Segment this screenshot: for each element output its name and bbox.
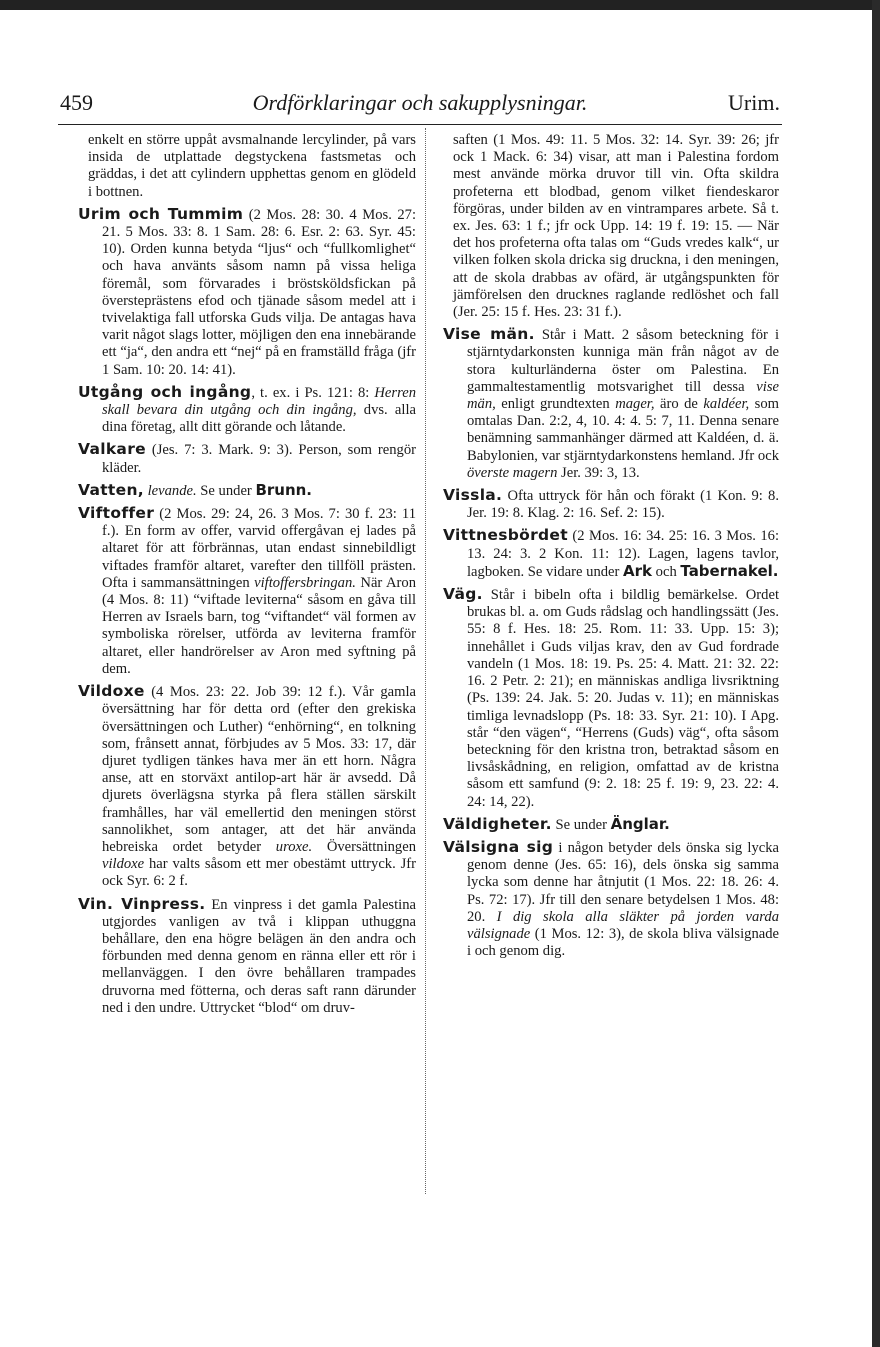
- key-word: Urim.: [728, 90, 780, 115]
- headword: Vildoxe: [78, 682, 145, 701]
- left-column: [78, 132, 417, 1022]
- headword: Vittnesbördet: [443, 526, 568, 545]
- cross-reference: Brunn.: [255, 480, 313, 499]
- column-divider: [425, 128, 426, 1194]
- entry-vissla: Vissla. Ofta uttryck för hån och förakt (1 Kon. 9: 8. Jer. 19: 8. Klag. 2: 16. Sef. 2: 15).: [443, 486, 779, 522]
- entry-vittnesbordet: Vittnesbördet (2 Mos. 16: 34. 25: 16. 3 Mos. 16: 13. 24: 3. 2 Kon. 11: 12). Lagen, lagens tavlor, lagboken. Se vidare under Ark och Tabernakel.: [443, 526, 779, 580]
- right-column: [443, 132, 780, 965]
- entry-vise-man: Vise män. Står i Matt. 2 såsom beteckning för i stjärntydarkonsten kunniga män från något av de stora kulturländerna öster om Palestina. En gammaltestamentlig motsvarighet till dessa vise män, enligt grundtexten mager, äro de kaldéer, som omtalas Dan. 2:2, 4, 10. 4: 4. 5: 7, 11. Denna senare benämning sammanhänger därmed att Kaldéen, d. ä. Babylonien, var stjärntydarkonstens hemland. Jfr ock överste magern Jer. 39: 3, 13.: [443, 325, 780, 481]
- scan-right-edge: [872, 0, 880, 1347]
- headword: Valkare: [78, 440, 146, 459]
- entry-vin-vinpress: Vin. Vinpress. En vinpress i det gamla Palestina utgjordes vanligen av två i klippan uthuggna behållare, den ena högre belägen än den andra och förbunden med denna genom en ränna eller ett rör i mellanväggen. I den övre behållaren trampades druvorna med fötterna, och deras saft rann därunder ned i den undre. Uttrycket “blod“ om druv-: [78, 894, 416, 1016]
- scan-top-edge: [0, 0, 880, 10]
- entry-vag: Väg. Står i bibeln ofta i bildlig bemärkelse. Ordet brukas bl. a. om Guds rådslag och handlingssätt (Jes. 55: 8 f. Hes. 18: 25. Rom. 11: 33. Upp. 15: 3); innehållet i Guds viljas krav, den av Gud fordrade vandeln (1 Mos. 18: 19. Ps. 25: 4. Matt. 21: 32. 22: 16. 2 Petr. 2: 21); en människas andliga livsriktning (Ps. 139: 24. Jak. 5: 20. Judas v. 11); en människas timliga levnadslopp (Ps. 18: 33. Syr. 21: 10). I Apg. står “den vägen“, “Herrens (Guds) väg“, ofta såsom beteckning för den kristna tron, betraktad såsom en livsåskådning, en religion, omfattad av de kristna såsom ett samfund (9: 2. 18: 25 f. 19: 9, 23. 22: 4. 24: 14, 22).: [443, 585, 779, 810]
- cross-reference: Ark: [623, 561, 653, 580]
- headword: Viftoffer: [78, 504, 155, 523]
- cross-reference: Tabernakel.: [680, 561, 779, 580]
- headword: Vise män.: [443, 325, 535, 344]
- header-rule: [58, 124, 782, 125]
- entry-continuation: enkelt en större uppåt avsmalnande lercylinder, på vars insida de utplattade degstyckena fastsmetas och gräddas, i det att cylindern upphettas genom en glödeld i bottnen.: [88, 132, 416, 200]
- running-title: Ordförklaringar och sakupplysningar.: [252, 90, 588, 115]
- entry-valsigna-sig: Välsigna sig i någon betyder dels önska sig lycka genom denne (Jes. 65: 16), dels önska sig samma lycka som denne har åtnjutit (1 Mos. 22: 18. 26: 4. Ps. 72: 17). Jfr till den senare betydelsen 1 Mos. 48: 20. I dig skola alla släkter på jorden varda välsignade (1 Mos. 12: 3), de skola bliva välsignade i och genom dig.: [443, 837, 780, 960]
- page-header: [60, 86, 780, 120]
- entry-urim-och-tummim: Urim och Tummim (2 Mos. 28: 30. 4 Mos. 27: 21. 5 Mos. 33: 8. 1 Sam. 28: 6. Esr. 2: 63. Syr. 45: 10). Orden kunna betyda “ljus“ och “fullkomlighet“ och hava använts såsom namn på vissa heliga föremål, som förvarades i bröstsköldsfickan på översteprästens efod och tjänade såsom medel att i tvivelaktiga fall utforska Guds vilja. De antagas hava varit något slags lotter, möjligen den ena innebärande ett “ja“, den andra ett “nej“ på en framställd fråga (jfr 1 Sam. 10: 20. 14: 41).: [78, 204, 416, 378]
- headword: Välsigna sig: [443, 837, 554, 856]
- entry-continuation: saften (1 Mos. 49: 11. 5 Mos. 32: 14. Syr. 39: 26; jfr ock 1 Mack. 6: 34) visar, att man i Palestina fordom mest använde mörka druvor till vin. Ofta skildra profeterna ett blodbad, genom vilket fiendeskaror förgöras, under bilden av en vintrampares arbete. Så t. ex. Jes. 63: 1 f.; jfr ock Upp. 14: 19 f. 19: 15. — När det hos profeterna ofta talas om “Guds vredes kalk“, ur vilken folken skola dricka sig druckna, i den meningen, att de skola drabbas av ofärd, är utgångspunkten för jämförelsen den drucknes raglande redlöshet och fall (Jer. 25: 15 f. Hes. 23: 31 f.).: [453, 132, 779, 321]
- headword: Utgång och ingång: [78, 382, 252, 401]
- entry-vildoxe: Vildoxe (4 Mos. 23: 22. Job 39: 12 f.). Vår gamla översättning har för detta ord (efter den grekiska översättningen och Luther) “enhörning“, en tolkning som, frånsett annat, förbjudes av 5 Mos. 33: 17, där djuret tydligen tänkes hava mer än ett horn. Några anse, att en storväxt antilop-art här är avsedd. Då djurets överlägsna styrka på flera ställen särskilt framhålles, har väl emellertid den meningen störst sannolikhet, som antager, att det här använda hebreiska ordet betyder uroxe. Översättningen vildoxe har valts såsom ett mer obestämt uttryck. Jfr ock Syr. 6: 2 f.: [78, 682, 417, 890]
- headword: Vissla.: [443, 486, 503, 505]
- entry-valdigheter: Väldigheter. Se under Änglar.: [443, 814, 670, 833]
- headword: Urim och Tummim: [78, 204, 244, 223]
- headword: Väldigheter.: [443, 814, 552, 833]
- entry-vatten: Vatten, levande. Se under Brunn.: [78, 480, 313, 499]
- cross-reference: Änglar.: [610, 814, 670, 833]
- headword: Väg.: [443, 585, 483, 604]
- headword: Vatten,: [78, 480, 144, 499]
- entry-viftoffer: Viftoffer (2 Mos. 29: 24, 26. 3 Mos. 7: 30 f. 23: 11 f.). En form av offer, varvid offergåvan ej lades på altaret för att förbrännas, utan endast sinnebildligt viftades framför altaret, varefter den tillföll prästen. Ofta i sammansättningen viftoffersbringan. När Aron (4 Mos. 8: 11) “viftade leviterna“ såsom en gåva till Herren av Israels barn, tog “viftandet“ väl formen av symboliska rörelser, utförda av leviterna framför altaret, eller handrörelser av Aron med syftning på dem.: [78, 504, 416, 677]
- page-number: 459: [60, 90, 93, 115]
- entry-valkare: Valkare (Jes. 7: 3. Mark. 9: 3). Person, som rengör kläder.: [78, 440, 416, 476]
- entry-utgang-och-ingang: Utgång och ingång, t. ex. i Ps. 121: 8: Herren skall bevara din utgång och din ingång, dvs. alla dina företag, allt ditt görande och låtande.: [78, 382, 416, 436]
- headword: Vin. Vinpress.: [78, 894, 206, 913]
